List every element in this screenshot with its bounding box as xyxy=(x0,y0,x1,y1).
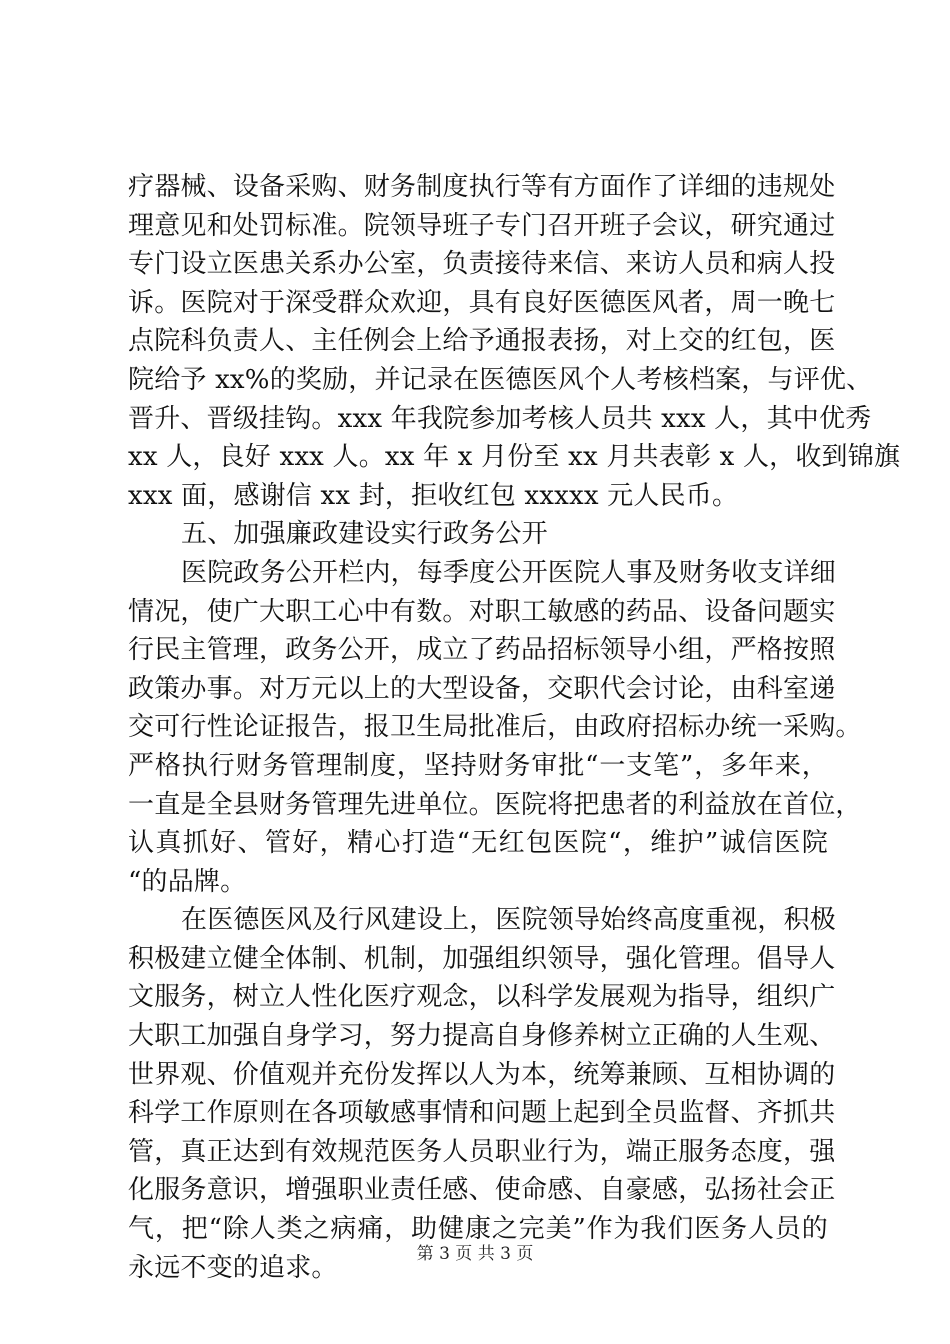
text-line: 一直是全县财务管理先进单位。医院将把患者的利益放在首位， xyxy=(128,789,862,820)
text-line: 气，把“除人类之病痛，助健康之完美”作为我们医务人员的 xyxy=(128,1214,828,1245)
text-line: xxx 面，感谢信 xx 封，拒收红包 xxxxx 元人民币。 xyxy=(128,480,739,511)
page-number-footer: 第 3 页 共 3 页 xyxy=(416,1244,534,1264)
text-line: 政策办事。对万元以上的大型设备，交职代会讨论，由科室递 xyxy=(128,673,836,704)
text-line: 文服务，树立人性化医疗观念，以科学发展观为指导，组织广 xyxy=(128,982,836,1013)
text-line: 永远不变的追求。 xyxy=(128,1252,338,1283)
text-line: 疗器械、设备采购、财务制度执行等有方面作了详细的违规处 xyxy=(128,172,836,202)
section-heading xyxy=(128,515,828,554)
text-line: 理意见和处罚标准。院领导班子专门召开班子会议，研究通过 xyxy=(128,210,836,241)
text-line: xx 人，良好 xxx 人。xx 年 x 月份至 xx 月共表彰 x 人，收到锦旗 xyxy=(128,442,901,473)
text-line: 交可行性论证报告，报卫生局批准后，由政府招标办统一采购。 xyxy=(128,712,862,743)
text-line: 化服务意识，增强职业责任感、使命感、自豪感，弘扬社会正 xyxy=(128,1175,836,1206)
text-line: 专门设立医患关系办公室，负责接待来信、来访人员和病人投 xyxy=(128,249,836,280)
text-line: 世界观、价值观并充份发挥以人为本，统筹兼顾、互相协调的 xyxy=(128,1059,836,1090)
text-line: “的品牌。 xyxy=(128,866,247,897)
text-line: 诉。医院对于深受群众欢迎，具有良好医德医风者，周一晚七 xyxy=(128,287,836,318)
heading-text: 五、加强廉政建设实行政务公开 xyxy=(181,519,548,550)
text-line: 科学工作原则在各项敏感事情和问题上起到全员监督、齐抓共 xyxy=(128,1098,836,1129)
text-line: 院给予 xx%的奖励，并记录在医德医风个人考核档案，与评优、 xyxy=(128,364,873,395)
paragraph-3 xyxy=(128,901,837,1287)
text-line: 在医德医风及行风建设上，医院领导始终高度重视，积极 xyxy=(181,905,837,936)
text-line: 情况，使广大职工心中有数。对职工敏感的药品、设备问题实 xyxy=(128,596,836,627)
text-line: 行民主管理，政务公开，成立了药品招标领导小组，严格按照 xyxy=(128,635,836,666)
text-line: 晋升、晋级挂钩。xxx 年我院参加考核人员共 xxx 人，其中优秀 xyxy=(128,403,872,434)
text-line: 大职工加强自身学习，努力提高自身修养树立正确的人生观、 xyxy=(128,1021,836,1052)
text-line: 严格执行财务管理制度，坚持财务审批“一支笔”，多年来， xyxy=(128,750,828,781)
text-line: 认真抓好、管好，精心打造“无红包医院“，维护”诚信医院 xyxy=(128,828,828,859)
text-line: 积极建立健全体制、机制，加强组织领导，强化管理。倡导人 xyxy=(128,943,836,974)
paragraph-2 xyxy=(128,554,862,901)
paragraph-1 xyxy=(128,168,901,515)
document-body xyxy=(128,168,901,1287)
text-line: 医院政务公开栏内，每季度公开医院人事及财务收支详细 xyxy=(181,557,837,588)
text-line: 点院科负责人、主任例会上给予通报表扬，对上交的红包，医 xyxy=(128,326,836,357)
text-line: 管，真正达到有效规范医务人员职业行为，端正服务态度，强 xyxy=(128,1136,836,1167)
